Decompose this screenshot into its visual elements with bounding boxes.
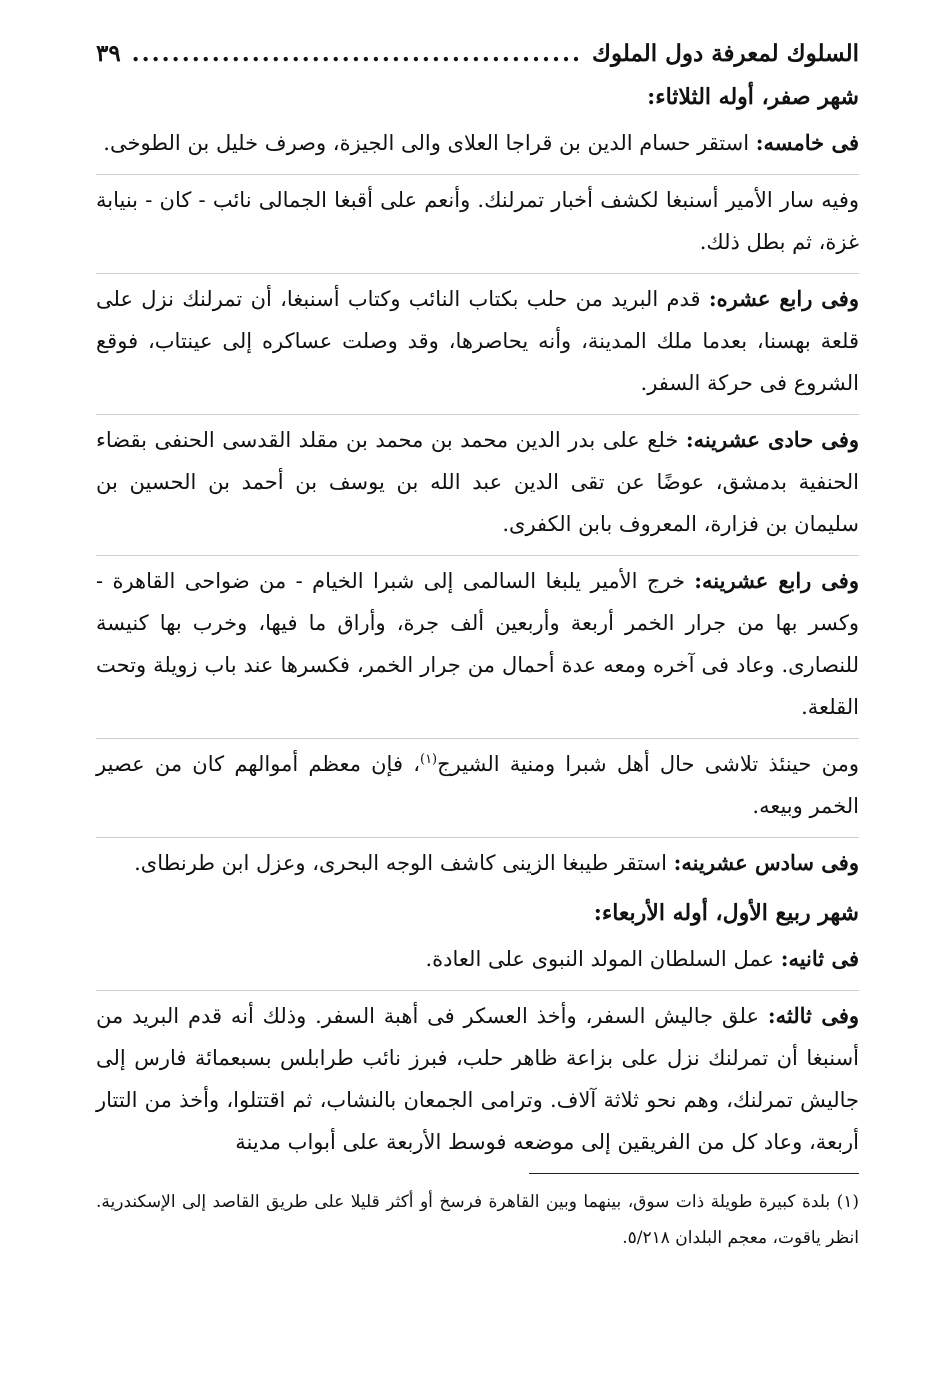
paragraph-text: خرج الأمير يلبغا السالمى إلى شبرا الخيام - من ضواحى القاهرة - وكسر بها من جرار الخمر أربعة وأربعين ألف جرة، وأراق ما فيها، وخرب بها كنيسة للنصارى. وعاد فى آخره ومعه عدة أحمال من جرار الخمر، فكسرها عند باب زويلة وتحت القلعة.: [96, 569, 859, 719]
paragraph: [96, 990, 859, 1163]
paragraph-text-continued: ، فإن معظم أموالهم كان من عصير الخمر وبيعه.: [96, 752, 859, 818]
footnote-divider: [529, 1173, 859, 1174]
paragraph-text: استقر حسام الدين بن قراجا العلاى والى الجيزة، وصرف خليل بن الطوخى.: [103, 131, 756, 155]
paragraph-lead: وفى رابع عشرينه:: [694, 568, 859, 593]
paragraph: [96, 273, 859, 404]
paragraph-lead: وفى ثالثه:: [767, 1003, 859, 1028]
paragraph-lead: وفى سادس عشرينه:: [673, 850, 859, 875]
paragraph: [96, 555, 859, 728]
leader-dots: [131, 40, 582, 67]
paragraph-lead: وفى رابع عشره:: [708, 286, 859, 311]
paragraph-text: وفيه سار الأمير أسنبغا لكشف أخبار تمرلنك. وأنعم على أقبغا الجمالى نائب - كان - بنيابة غزة، ثم بطل ذلك.: [96, 188, 859, 254]
running-header: [96, 40, 859, 78]
paragraph: [96, 122, 859, 164]
paragraph-lead: فى خامسه:: [755, 130, 859, 155]
paragraph: [96, 837, 859, 884]
paragraph-text: قدم البريد من حلب بكتاب النائب وكتاب أسنبغا، أن تمرلنك نزل على قلعة بهسنا، بعدما ملك المدينة، وأنه يحاصرها، وقد وصلت عساكره إلى عينتاب، فوقع الشروع فى حركة السفر.: [96, 287, 859, 395]
paragraph-lead: وفى حادى عشرينه:: [685, 427, 859, 452]
page-number: ٣٩: [96, 40, 121, 67]
paragraph-text: ومن حينئذ تلاشى حال أهل شبرا ومنية الشيرج: [437, 752, 859, 776]
paragraph-text: خلع على بدر الدين محمد بن محمد بن مقلد القدسى الحنفى بقضاء الحنفية بدمشق، عوضًا عن تقى الدين عبد الله بن يوسف بن أحمد بن الحسين بن سليمان بن فزارة، المعروف بابن الكفرى.: [96, 428, 859, 536]
paragraph: [96, 738, 859, 827]
book-title: السلوك لمعرفة دول الملوك: [591, 40, 859, 67]
paragraph: [96, 414, 859, 545]
footnote-reference[interactable]: (١): [419, 752, 438, 767]
paragraph-text: علق جاليش السفر، وأخذ العسكر فى أهبة السفر. وذلك أنه قدم البريد من أسنبغا أن تمرلنك نزل على بزاعة ظاهر حلب، فبرز نائب طرابلس بسبعمائة فارس إلى جاليش تمرلنك، وهم نحو ثلاثة آلاف. وترامى الجمعان بالنشاب، ثم اقتتلوا، وأخذ من التتار أربعة، وعاد كل من الفريقين إلى موضعه فوسط الأربعة على أبواب مدينة: [96, 1004, 859, 1154]
paragraph-text: عمل السلطان المولد النبوى على العادة.: [425, 947, 781, 971]
month-heading-rabi-al-awwal: شهر ربيع الأول، أوله الأربعاء:: [593, 900, 859, 926]
paragraph-lead: فى ثانيه:: [780, 946, 859, 971]
month-heading-safar: شهر صفر، أوله الثلاثاء:: [647, 84, 859, 110]
footnote: (١) بلدة كبيرة طويلة ذات سوق، بينهما وبين القاهرة فرسخ أو أكثر قليلا على طريق القاصد إلى الإسكندرية. انظر ياقوت، معجم البلدان ٥/٢١٨.: [96, 1192, 859, 1248]
paragraph: [96, 938, 859, 980]
paragraph: [96, 174, 859, 263]
paragraph-text: استقر طيبغا الزينى كاشف الوجه البحرى، وعزل ابن طرنطاى.: [134, 851, 674, 875]
